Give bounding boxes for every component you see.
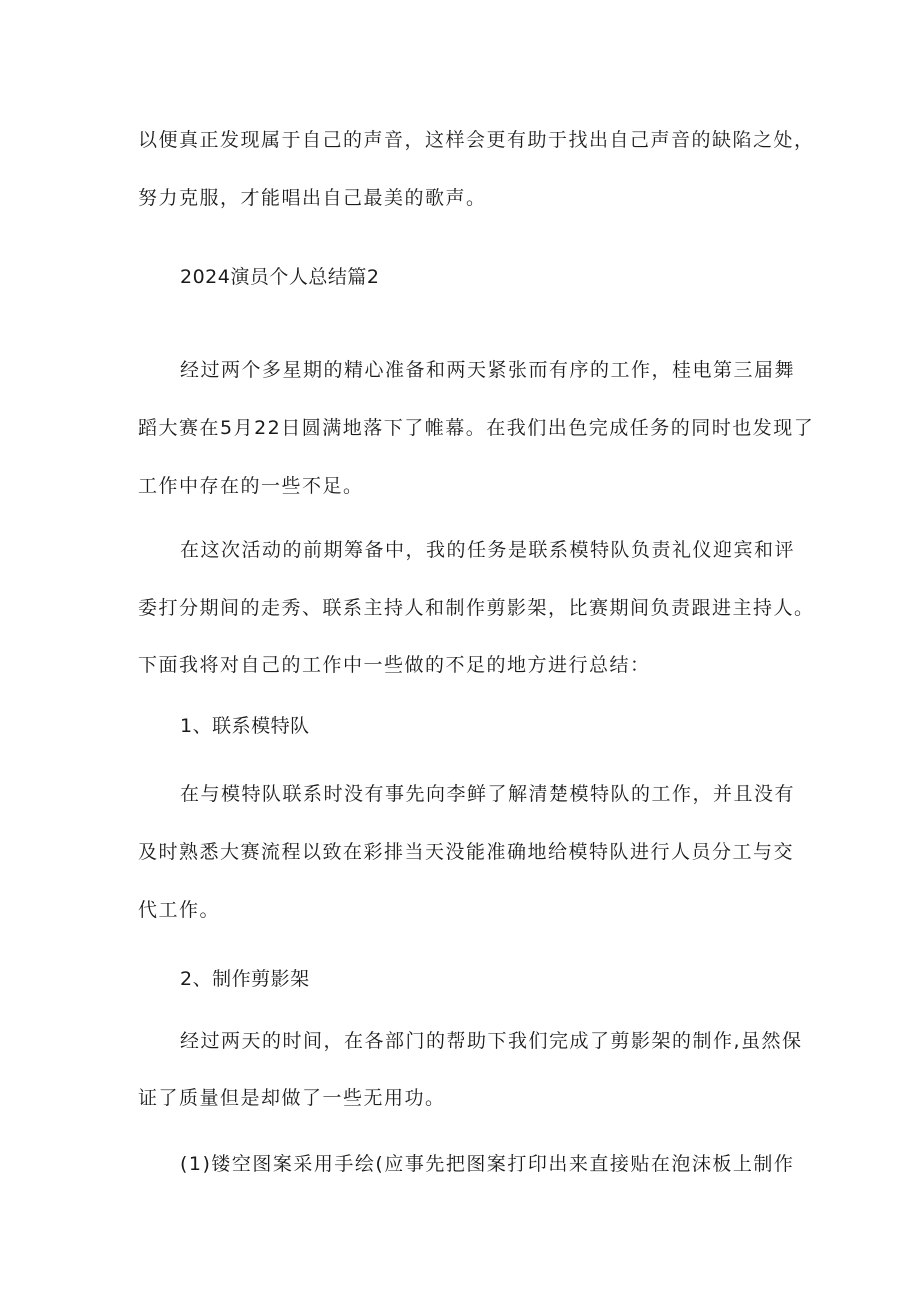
text-line: 及时熟悉大赛流程以致在彩排当天没能准确地给模特队进行人员分工与交 <box>138 841 795 863</box>
text-line: 下面我将对自己的工作中一些做的不足的地方进行总结： <box>138 654 651 676</box>
text-line: 以便真正发现属于自己的声音，这样会更有助于找出自己声音的缺陷之处， <box>138 129 815 151</box>
text-line: 在与模特队联系时没有事先向李鲜了解清楚模特队的工作，并且没有 <box>180 783 796 805</box>
subheading-2: 2、制作剪影架 <box>180 968 310 990</box>
text-line: 在这次活动的前期筹备中，我的任务是联系模特队负责礼仪迎宾和评 <box>180 539 796 561</box>
text-line: 经过两天的时间，在各部门的帮助下我们完成了剪影架的制作,虽然保 <box>180 1030 803 1052</box>
section-title: 2024演员个人总结篇2 <box>180 266 380 288</box>
text-line: 经过两个多星期的精心准备和两天紧张而有序的工作，桂电第三届舞 <box>180 359 796 381</box>
text-line: (1)镂空图案采用手绘(应事先把图案打印出来直接贴在泡沫板上制作 <box>180 1153 795 1175</box>
text-line: 蹈大赛在5月22日圆满地落下了帷幕。在我们出色完成任务的同时也发现了 <box>138 417 815 439</box>
text-line: 证了质量但是却做了一些无用功。 <box>138 1087 446 1109</box>
text-line: 努力克服，才能唱出自己最美的歌声。 <box>138 187 487 209</box>
text-line: 代工作。 <box>138 899 221 921</box>
subheading-1: 1、联系模特队 <box>180 715 310 737</box>
text-line: 委打分期间的走秀、联系主持人和制作剪影架，比赛期间负责跟进主持人。 <box>138 597 815 619</box>
text-line: 工作中存在的一些不足。 <box>138 475 364 497</box>
